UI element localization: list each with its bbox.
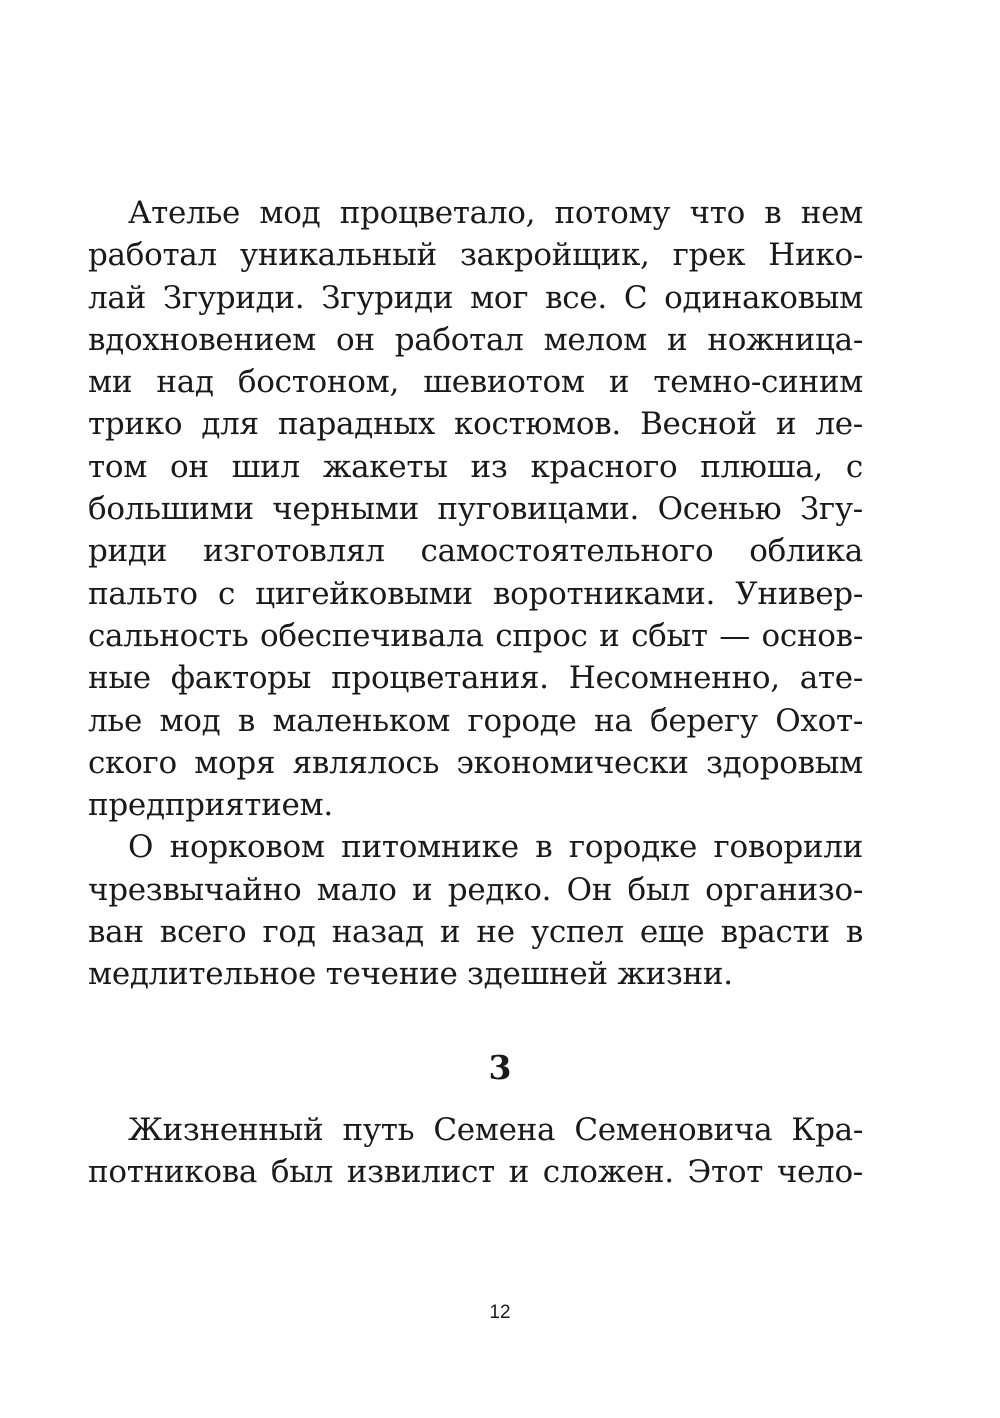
text-line: ные факторы процветания. Несомненно, ате- (88, 660, 863, 697)
text-block-top (88, 192, 863, 996)
text-line: лье мод в маленьком городе на берегу Охот- (88, 702, 863, 739)
text-line: сальность обеспечивала спрос и сбыт — основ- (88, 617, 863, 654)
text-line: ван всего год назад и не успел еще врасти в (88, 914, 863, 951)
text-line: лай Згуриди. Згуриди мог все. С одинаковым (88, 279, 863, 316)
text-line: О норковом питомнике в городке говорили (128, 829, 863, 866)
text-line: чрезвычайно мало и редко. Он был организо- (88, 871, 863, 908)
text-line: предприятием. (88, 787, 333, 824)
text-line: риди изготовлял самостоятельного облика (88, 533, 863, 570)
text-line: ского моря являлось экономически здоровым (88, 744, 863, 781)
text-line: медлительное течение здешней жизни. (88, 956, 733, 993)
text-line: трико для парадных костюмов. Весной и ле- (88, 406, 863, 443)
text-line: вдохновением он работал мелом и ножница- (88, 321, 863, 358)
chapter-heading: 3 (488, 1048, 512, 1087)
text-line: пальто с цигейковыми воротниками. Универ- (88, 575, 863, 612)
text-line: Ателье мод процветало, потому что в нем (128, 195, 863, 231)
text-line: большими черными пуговицами. Осенью Згу- (88, 491, 863, 528)
text-line: работал уникальный закройщик, грек Нико- (88, 237, 863, 274)
text-line: потникова был извилист и сложен. Этот чело- (88, 1154, 863, 1191)
text-line: ми над бостоном, шевиотом и темно-синим (88, 364, 863, 401)
text-line: том он шил жакеты из красного плюша, с (88, 448, 863, 485)
text-block-bottom (88, 1109, 863, 1194)
text-line: Жизненный путь Семена Семеновича Кра- (128, 1112, 863, 1148)
page-number: 12 (489, 1302, 511, 1323)
